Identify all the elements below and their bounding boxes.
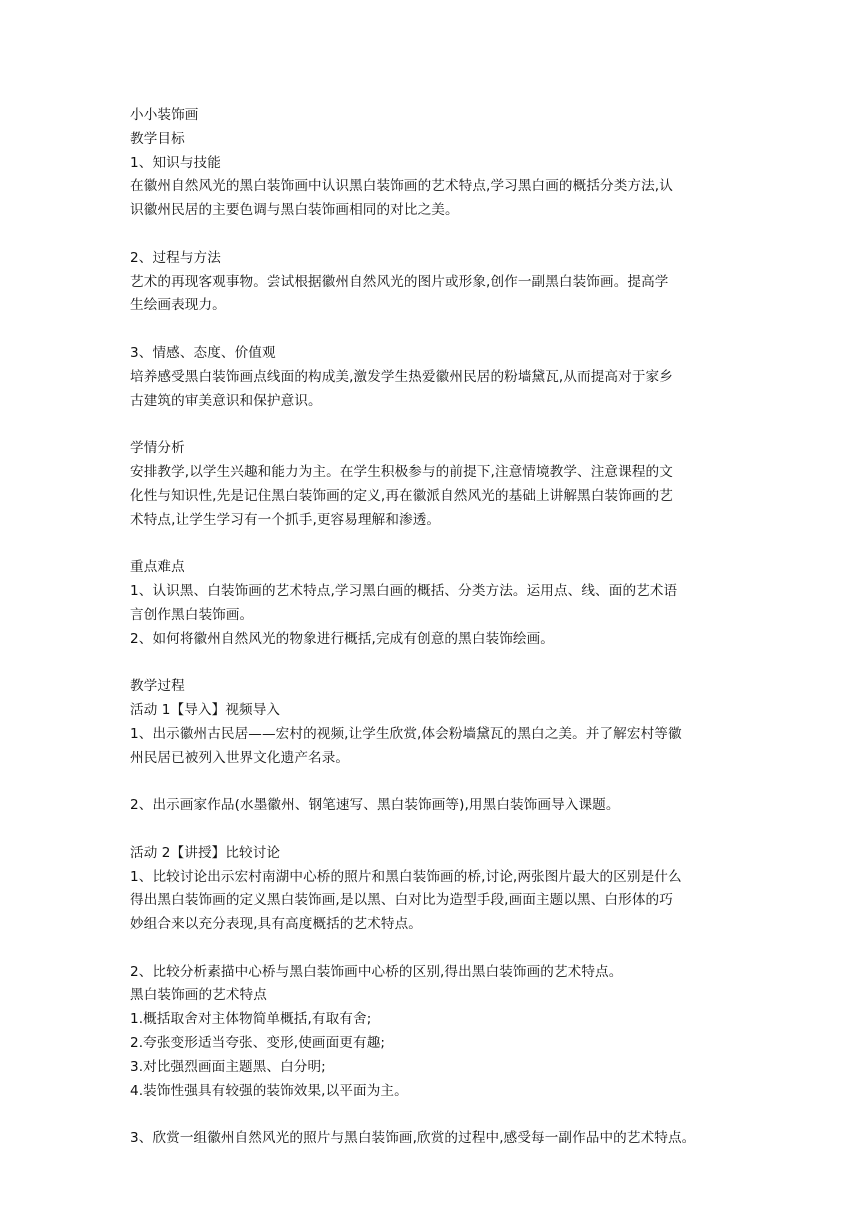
text-line: 安排教学,以学生兴趣和能力为主。在学生积极参与的前提下,注意情境教学、注意课程的文 xyxy=(130,463,673,480)
text-line: 3、情感、态度、价值观 xyxy=(130,344,276,361)
text-line: 州民居已被列入世界文化遗产名录。 xyxy=(130,749,350,766)
text-line: 1、知识与技能 xyxy=(130,154,221,171)
blank-line xyxy=(130,818,740,842)
text-line: 化性与知识性,先是记住黑白装饰画的定义,再在徽派自然风光的基础上讲解黑白装饰画的艺 xyxy=(130,487,673,504)
text-line: 1、出示徽州古民居——宏村的视频,让学生欣赏,体会粉墙黛瓦的黑白之美。并了解宏村等徽 xyxy=(130,725,682,742)
text-line: 妙组合来以充分表现,具有高度概括的艺术特点。 xyxy=(130,916,422,933)
text-line: 活动 1【导入】视频导入 xyxy=(130,701,281,718)
text-line: 重点难点 xyxy=(130,559,185,576)
text-line: 学情分析 xyxy=(130,440,185,457)
text-line: 言创作黑白装饰画。 xyxy=(130,606,254,623)
blank-line xyxy=(130,223,740,247)
text-line: 生绘画表现力。 xyxy=(130,297,226,314)
text-line: 古建筑的审美意识和保护意识。 xyxy=(130,392,322,409)
text-line: 得出黑白装饰画的定义黑白装饰画,是以黑、白对比为造型手段,画面主题以黑、白形体的巧 xyxy=(130,892,673,909)
text-line: 2、比较分析素描中心桥与黑白装饰画中心桥的区别,得出黑白装饰画的艺术特点。 xyxy=(130,963,623,980)
blank-line xyxy=(130,937,740,961)
text-line: 培养感受黑白装饰画点线面的构成美,激发学生热爱徽州民居的粉墙黛瓦,从而提高对于家乡 xyxy=(130,368,673,385)
text-line: 艺术的再现客观事物。尝试根据徽州自然风光的图片或形象,创作一副黑白装饰画。提高学 xyxy=(130,273,669,290)
text-line: 1、认识黑、白装饰画的艺术特点,学习黑白画的概括、分类方法。运用点、线、面的艺术语 xyxy=(130,582,678,599)
blank-line xyxy=(130,413,740,437)
text-line: 4.装饰性强具有较强的装饰效果,以平面为主。 xyxy=(130,1082,408,1099)
blank-line xyxy=(130,1103,740,1127)
blank-line xyxy=(130,651,740,675)
text-line: 教学过程 xyxy=(130,678,185,695)
text-line: 1、比较讨论出示宏村南湖中心桥的照片和黑白装饰画的桥,讨论,两张图片最大的区别是什么 xyxy=(130,868,682,885)
text-line: 2、出示画家作品(水墨徽州、钢笔速写、黑白装饰画等),用黑白装饰画导入课题。 xyxy=(130,797,620,814)
blank-line xyxy=(130,318,740,342)
text-line: 教学目标 xyxy=(130,130,185,147)
text-line: 3、欣赏一组徽州自然风光的照片与黑白装饰画,欣赏的过程中,感受每一副作品中的艺术特点。 xyxy=(130,1130,696,1147)
document-body xyxy=(130,104,740,1151)
text-line: 在徽州自然风光的黑白装饰画中认识黑白装饰画的艺术特点,学习黑白画的概括分类方法,认 xyxy=(130,178,673,195)
document-title: 小小装饰画 xyxy=(130,107,199,123)
text-line: 术特点,让学生学习有一个抓手,更容易理解和渗透。 xyxy=(130,511,441,528)
text-line: 3.对比强烈画面主题黑、白分明; xyxy=(130,1058,326,1075)
text-line: 黑白装饰画的艺术特点 xyxy=(130,987,267,1004)
text-line: 识徽州民居的主要色调与黑白装饰画相同的对比之美。 xyxy=(130,202,459,219)
text-line: 2.夸张变形适当夸张、变形,使画面更有趣; xyxy=(130,1035,386,1052)
text-line: 1.概括取舍对主体物简单概括,有取有舍; xyxy=(130,1011,372,1028)
text-line: 活动 2【讲授】比较讨论 xyxy=(130,844,281,861)
blank-line xyxy=(130,770,740,794)
text-line: 2、如何将徽州自然风光的物象进行概括,完成有创意的黑白装饰绘画。 xyxy=(130,630,554,647)
blank-line xyxy=(130,532,740,556)
text-line: 2、过程与方法 xyxy=(130,249,221,266)
